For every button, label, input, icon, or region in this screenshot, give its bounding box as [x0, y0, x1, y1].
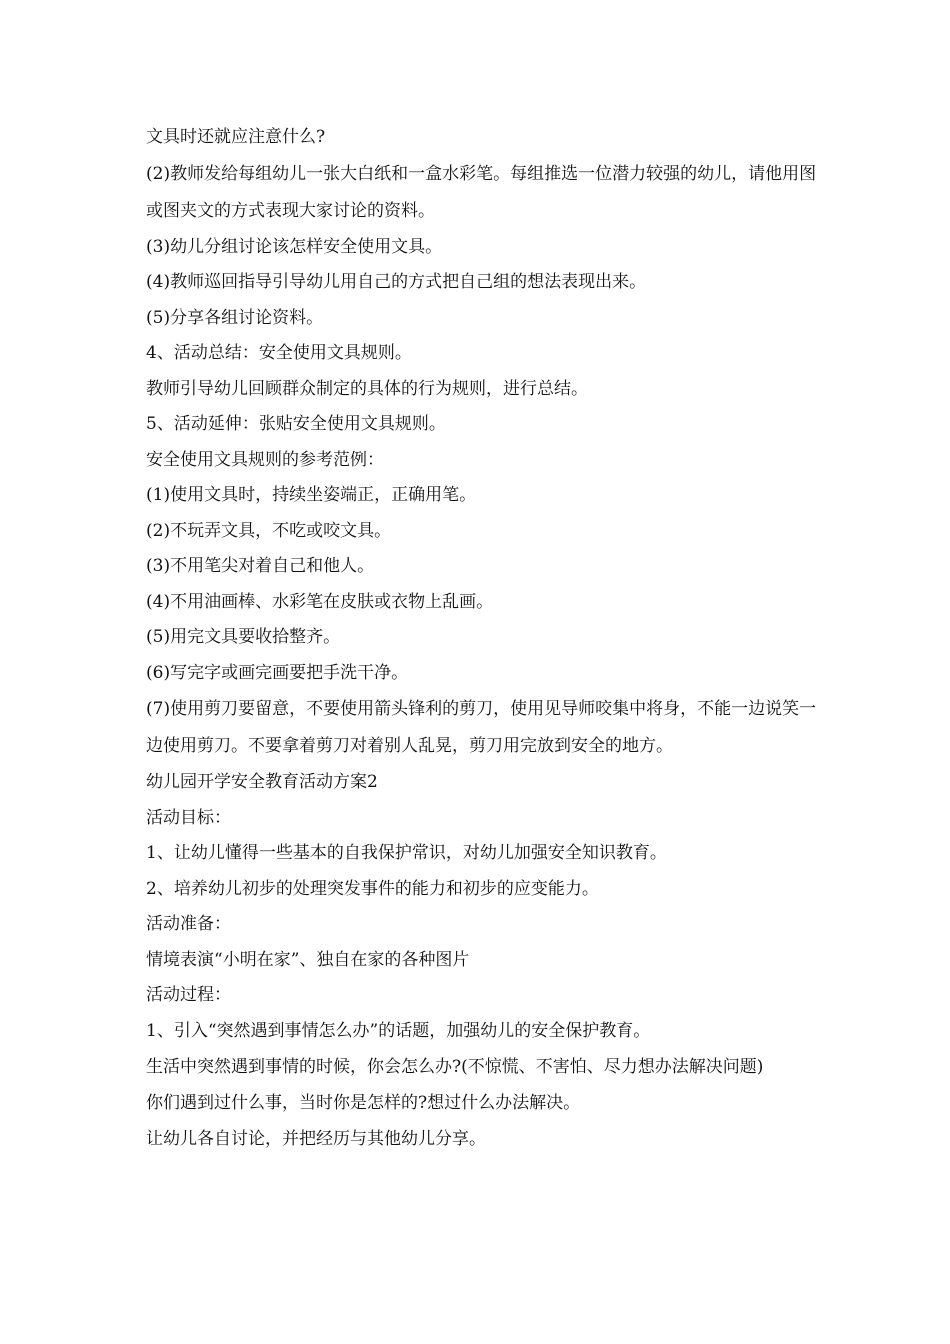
paragraph: 活动目标：: [146, 807, 231, 828]
paragraph: (6)写完字或画完画要把手洗干净。: [146, 662, 409, 683]
paragraph: (2)不玩弄文具，不吃或咬文具。: [146, 520, 392, 541]
paragraph: (3)幼儿分组讨论该怎样安全使用文具。: [146, 236, 443, 257]
paragraph: (5)分享各组讨论资料。: [146, 307, 324, 328]
paragraph: 情境表演“小明在家”、独自在家的各种图片: [146, 949, 470, 970]
paragraph: 1、让幼儿懂得一些基本的自我保护常识，对幼儿加强安全知识教育。: [146, 843, 667, 863]
paragraph: 活动准备：: [146, 914, 231, 934]
paragraph: 活动过程：: [146, 985, 231, 1005]
paragraph: (2)教师发给每组幼儿一张大白纸和一盒水彩笔。每组推选一位潜力较强的幼儿，请他用图或图夹文的方式表现大家讨论的资料。: [146, 163, 817, 221]
paragraph: 你们遇到过什么事，当时你是怎样的?想过什么办法解决。: [146, 1093, 581, 1113]
document-body: [146, 120, 826, 1157]
paragraph: 安全使用文具规则的参考范例：: [146, 449, 384, 470]
paragraph: (1)使用文具时，持续坐姿端正，正确用笔。: [146, 485, 477, 505]
paragraph: 2、培养幼儿初步的处理突发事件的能力和初步的应变能力。: [146, 878, 599, 899]
paragraph: (5)用完文具要收拾整齐。: [146, 627, 341, 647]
paragraph: 教师引导幼儿回顾群众制定的具体的行为规则，进行总结。: [146, 378, 588, 399]
paragraph: 5、活动延伸：张贴安全使用文具规则。: [146, 414, 446, 434]
paragraph: 文具时还就应注意什么?: [146, 127, 326, 147]
paragraph: 4、活动总结：安全使用文具规则。: [146, 343, 412, 363]
paragraph: (4)教师巡回指导引导幼儿用自己的方式把自己组的想法表现出来。: [146, 272, 647, 292]
paragraph: (4)不用油画棒、水彩笔在皮肤或衣物上乱画。: [146, 591, 494, 612]
paragraph: (3)不用笔尖对着自己和他人。: [146, 556, 375, 576]
section-heading: 幼儿园开学安全教育活动方案2: [146, 772, 378, 792]
paragraph: 生活中突然遇到事情的时候，你会怎么办?(不惊慌、不害怕、尽力想办法解决问题): [146, 1057, 764, 1077]
paragraph: 让幼儿各自讨论，并把经历与其他幼儿分享。: [146, 1128, 486, 1149]
paragraph: 1、引入“突然遇到事情怎么办”的话题，加强幼儿的安全保护教育。: [146, 1020, 651, 1041]
paragraph: (7)使用剪刀要留意，不要使用箭头锋利的剪刀，使用见导师咬集中将身，不能一边说笑一边使用剪刀。不要拿着剪刀对着别人乱晃，剪刀用完放到安全的地方。: [146, 699, 817, 756]
